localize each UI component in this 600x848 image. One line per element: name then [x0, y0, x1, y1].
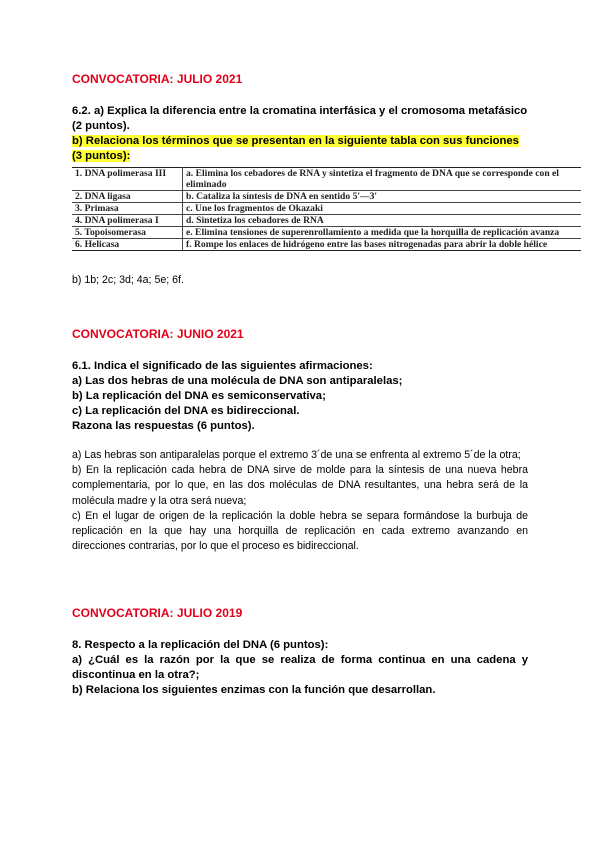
section-julio-2019	[72, 606, 528, 698]
table-cell-term: 2. DNA ligasa	[72, 191, 183, 203]
table-cell-term: 1. DNA polimerasa III	[72, 168, 183, 191]
table-row	[72, 203, 581, 215]
question-8-b: b) Relaciona los siguientes enzimas con la función que desarrollan.	[72, 684, 436, 696]
answer-c: c) En el lugar de origen de la replicación la doble hebra se separa formándose la burbuja de replicación en la que hay una horquilla de replicación en cada extremo avanzando en direcciones contrarias, por lo que el proceso es bidireccional.	[72, 509, 528, 553]
question-8-a: a) ¿Cuál es la razón por la que se realiza de forma continua en una cadena y discontinua en la otra?;	[72, 654, 528, 681]
table-cell-term: 3. Primasa	[72, 203, 183, 215]
table-row	[72, 168, 581, 191]
table-cell-function: b. Cataliza la síntesis de DNA en sentido 5'—3'	[183, 191, 582, 203]
section-julio-2021	[72, 72, 560, 288]
answer-text: b) 1b; 2c; 3d; 4a; 5e; 6f.	[72, 274, 184, 286]
table-cell-term: 4. DNA polimerasa I	[72, 215, 183, 227]
section-junio-2021	[72, 327, 528, 554]
statement-c: c) La replicación del DNA es bidireccional.	[72, 405, 300, 417]
table-row	[72, 215, 581, 227]
table-cell-term: 6. Helicasa	[72, 239, 183, 251]
table-row	[72, 191, 581, 203]
table-row	[72, 239, 581, 251]
table-cell-term: 5. Topoisomerasa	[72, 227, 183, 239]
answer-b: b) En la replicación cada hebra de DNA sirve de molde para la síntesis de una nueva hebra complementaria, por lo que, en las dos moléculas de DNA resultantes, una hebra será de la molécula madre y la otra será nueva;	[72, 464, 528, 507]
table-row	[72, 227, 581, 239]
question-6-1: 6.1. Indica el significado de las siguientes afirmaciones:	[72, 360, 373, 372]
highlighted-question: b) Relaciona los términos que se presentan en la siguiente tabla con sus funciones (3 puntos):	[72, 135, 519, 162]
question-6-2-b	[72, 134, 528, 164]
table-cell-function: c. Une los fragmentos de Okazaki	[183, 203, 582, 215]
table-cell-function: f. Rompe los enlaces de hidrógeno entre las bases nitrogenadas para abrir la doble hélice	[183, 239, 582, 251]
reasoning-instruction: Razona las respuestas (6 puntos).	[72, 420, 255, 432]
table-cell-function: e. Elimina tensiones de superenrollamiento a medida que la horquilla de replicación avanza	[183, 227, 582, 239]
answer-a: a) Las hebras son antiparalelas porque el extremo 3´de una se enfrenta al extremo 5´de la otra;	[72, 449, 521, 461]
question-6-2-a: 6.2. a) Explica la diferencia entre la cromatina interfásica y el cromosoma metafásico (2 puntos).	[72, 105, 528, 132]
question-8: 8. Respecto a la replicación del DNA (6 puntos):	[72, 639, 329, 651]
section-heading: CONVOCATORIA: JULIO 2019	[72, 606, 243, 620]
table-cell-function: d. Sintetiza los cebadores de RNA	[183, 215, 582, 227]
section-heading: CONVOCATORIA: JULIO 2021	[72, 72, 243, 86]
section-heading: CONVOCATORIA: JUNIO 2021	[72, 327, 244, 341]
statement-a: a) Las dos hebras de una molécula de DNA son antiparalelas;	[72, 375, 403, 387]
terms-functions-table	[72, 167, 581, 251]
statement-b: b) La replicación del DNA es semiconservativa;	[72, 390, 326, 402]
table-cell-function: a. Elimina los cebadores de RNA y sintetiza el fragmento de DNA que se corresponde con el eliminado	[183, 168, 582, 191]
